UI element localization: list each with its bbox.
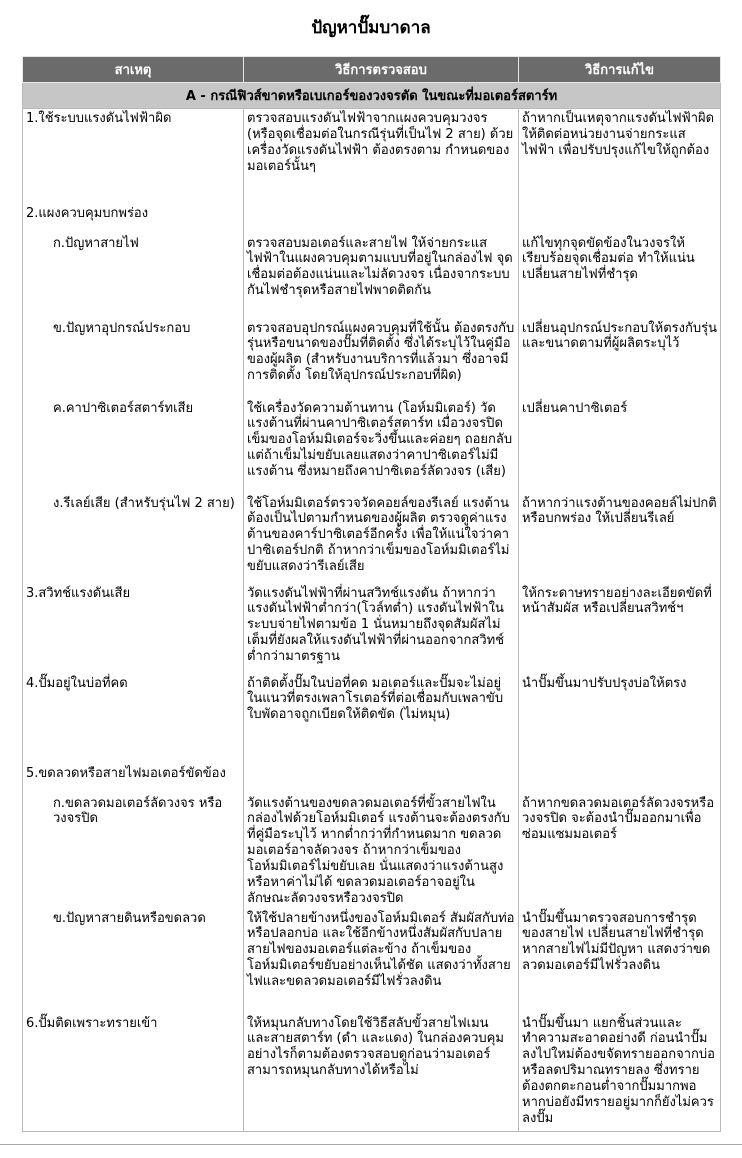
table-row (23, 764, 721, 794)
table-header-row (23, 57, 721, 83)
table-row (23, 234, 721, 319)
check-cell: ตรวจสอบแรงดันไฟฟ้าจากแผงควบคุมวงจร (หรือจุดเชื่อมต่อในกรณีรุ่นที่เป็นไฟ 2 สาย) ด้วยเครื่องวัดแรงดันไฟฟ้า ต้องตรงตาม กำหนดของมอเตอร์นั้นๆ (244, 109, 519, 204)
check-cell: ให้หมุนกลับทางโดยใช้วิธีสลับขั้วสายไฟเมน และสายสตาร์ท (ดำ และแดง) ในกล่องควบคุม อย่างไรก็ตามต้องตรวจสอบดูก่อนว่ามอเตอร์สามารถหมุนกลับทางได้หรือไม่ (244, 1014, 519, 1132)
check-cell: วัดแรงดันไฟฟ้าที่ผ่านสวิทช์แรงดัน ถ้าหากว่าแรงดันไฟฟ้าต่ำกว่า(โวล์ทต่ำ) แรงดันไฟฟ้าในระบบจ่ายไฟตามข้อ 1 นั่นหมายถึงจุดสัมผัสไม่เต็มที่ยังผลให้แรงดันไฟฟ้าที่ผ่านออกจากสวิทช์ต่ำกว่ามาตรฐาน (244, 584, 519, 674)
table-row (23, 494, 721, 584)
table-body (23, 109, 721, 1132)
fix-cell: แก้ไขทุกจุดขัดข้องในวงจรให้เรียบร้อยจุดเชื่อมต่อ ทำให้แน่น เปลี่ยนสายไฟที่ชำรุด (519, 234, 721, 319)
check-cell (244, 764, 519, 794)
check-cell: ใช้เครื่องวัดความต้านทาน (โอห์มมิเตอร์) วัดแรงต้านที่ผ่านคาปาซิเตอร์สตาร์ท เมื่อวงจรปิดเข็มของโอห์มมิเตอร์จะวิ่งขึ้นและค่อยๆ ถอยกลับ แต่ถ้าเข็มไม่ขยับเลยแสดงว่าคาปาซิเตอร์ไม่มีแรงต้าน ซึ่งหมายถึงคาปาซิเตอร์ลัดวงจร (เสีย) (244, 399, 519, 494)
table-row (23, 794, 721, 909)
check-cell: วัดแรงต้านของขดลวดมอเตอร์ที่ขั้วสายไฟในกล่องไฟด้วยโอห์มมิเตอร์ แรงต้านจะต้องตรงกับที่คู่มือระบุไว้ หากต่ำกว่าที่กำหนดมาก ขดลวดมอเตอร์อาจลัดวงจร ถ้าหากว่าเข็มของโอห์มมิเตอร์ไม่ขยับเลย นั่นแสดงว่าแรงต้านสูงหรือหาค่าไม่ได้ ขดลวดมอเตอร์อาจอยู่ในลักษณะลัดวงจรหรือวงจรปิด (244, 794, 519, 909)
cause-cell: ค.คาปาซิเตอร์สตาร์ทเสีย (23, 399, 244, 494)
fix-cell: ให้กระดาษทรายอย่างละเอียดขัดที่หน้าสัมผัส หรือเปลี่ยนสวิทช์ฯ (519, 584, 721, 674)
footer-divider (0, 1144, 742, 1146)
table-row (23, 204, 721, 234)
check-cell: ตรวจสอบมอเตอร์และสายไฟ ให้จ่ายกระแสไฟฟ้าในแผงควบคุมตามแบบที่อยู่ในกล่องไฟ จุดเชื่อมต่อต้องแน่นและไม่ลัดวงจร เนื่องจากระบบกันไฟชำรุดหรือสายไฟพาดติดกัน (244, 234, 519, 319)
table-row (23, 909, 721, 1014)
fix-cell: เปลี่ยนคาปาซิเตอร์ (519, 399, 721, 494)
section-header-label: A - กรณีฟิวส์ขาดหรือเบเกอร์ของวงจรตัด ในขณะที่มอเตอร์สตาร์ท (23, 83, 721, 109)
cause-cell: ข.ปัญหาอุปกรณ์ประกอบ (23, 319, 244, 399)
table-row (23, 584, 721, 674)
check-cell (244, 204, 519, 234)
section-header-row (23, 83, 721, 109)
column-header-check: วิธีการตรวจสอบ (244, 57, 519, 83)
page-title: ปัญหาปั๊มบาดาล (311, 18, 431, 38)
cause-cell: 2.แผงควบคุมบกพร่อง (23, 204, 244, 234)
fix-cell (519, 204, 721, 234)
cause-cell: 4.ปั๊มอยู่ในบ่อที่คด (23, 674, 244, 764)
cause-cell: ก.ปัญหาสายไฟ (23, 234, 244, 319)
check-cell: ถ้าติดตั้งปั๊มในบ่อที่คด มอเตอร์และปั๊มจะไม่อยู่ในแนวที่ตรงเพลาโรเตอร์ที่ต่อเชื่อมกับเพลาขับใบพัดอาจถูกเบียดให้ติดขัด (ไม่หมุน) (244, 674, 519, 764)
fix-cell: เปลี่ยนอุปกรณ์ประกอบให้ตรงกับรุ่น และขนาดตามที่ผู้ผลิตระบุไว้ (519, 319, 721, 399)
check-cell: ให้ใช้ปลายข้างหนึ่งของโอห์มมิเตอร์ สัมผัสกับท่อหรือปลอกบ่อ และใช้อีกข้างหนึ่งสัมผัสกับปลายสายไฟของมอเตอร์แต่ละข้าง ถ้าเข็มของโอห์มมิเตอร์ขยับอย่างเห็นได้ชัด แสดงว่าทั้งสายไฟและขดลวดมอเตอร์มีไฟรั่วลงดิน (244, 909, 519, 1014)
cause-cell: 1.ใช้ระบบแรงดันไฟฟ้าผิด (23, 109, 244, 204)
cause-cell: ก.ขดลวดมอเตอร์ลัดวงจร หรือวงจรปิด (23, 794, 244, 909)
fix-cell: ถ้าหากขดลวดมอเตอร์ลัดวงจรหรือวงจรปิด จะต้องนำปั๊มออกมาเพื่อซ่อมแซมมอเตอร์ (519, 794, 721, 909)
fix-cell (519, 764, 721, 794)
table-row (23, 1014, 721, 1132)
column-header-cause: สาเหตุ (23, 57, 244, 83)
check-cell: ตรวจสอบอุปกรณ์แผงควบคุมที่ใช้นั้น ต้องตรงกับรุ่นหรือขนาดของปั๊มที่ติดตั้ง ซึ่งได้ระบุไว้ในคู่มือของผู้ผลิต (สำหรับงานบริการที่แล้วมา ซึ่งอาจมีการติดตั้ง โดยให้อุปกรณ์ประกอบที่ผิด) (244, 319, 519, 399)
fix-cell: ถ้าหากว่าแรงต้านของคอยล์ไม่ปกติ หรือบกพร่อง ให้เปลี่ยนรีเลย์ (519, 494, 721, 584)
cause-cell: 3.สวิทช์แรงดันเสีย (23, 584, 244, 674)
check-cell: ใช้โอห์มมิเตอร์ตรวจวัดคอยล์ของรีเลย์ แรงต้านต้องเป็นไปตามกำหนดของผู้ผลิต ตรวจดูค่าแรงต้านของคาร์ปาซิเตอร์อีกครั้ง เพื่อให้แน่ใจว่าคาปาซิเตอร์ปกติ ถ้าหากว่าเข็มของโอห์มมิเตอร์ไม่ขยับแสดงว่ารีเลย์เสีย (244, 494, 519, 584)
cause-cell: ง.รีเลย์เสีย (สำหรับรุ่นไฟ 2 สาย) (23, 494, 244, 584)
table-row (23, 319, 721, 399)
fix-cell: ถ้าหากเป็นเหตุจากแรงดันไฟฟ้าผิด ให้ติดต่อหน่วยงานจ่ายกระแสไฟฟ้า เพื่อปรับปรุงแก้ไขให้ถูกต้อง (519, 109, 721, 204)
fix-cell: นำปั๊มขึ้นมาตรวจสอบการชำรุดของสายไฟ เปลี่ยนสายไฟที่ชำรุด หากสายไฟไม่มีปัญหา แสดงว่าขดลวดมอเตอร์มีไฟรั่วลงดิน (519, 909, 721, 1014)
cause-cell: 5.ขดลวดหรือสายไฟมอเตอร์ขัดข้อง (23, 764, 244, 794)
fix-cell: นำปั๊มขึ้นมาปรับปรุงบ่อให้ตรง (519, 674, 721, 764)
fix-cell: นำปั๊มขึ้นมา แยกชิ้นส่วนและทำความสะอาดอย่างดี ก่อนนำปั๊มลงไปใหม่ต้องขจัดทรายออกจากบ่อ หรือลดปริมาณทรายลง ซึ่งทรายต้องตกตะกอนต่ำจากปั๊มมากพอ หากบ่อยังมีทรายอยู่มากก็ยังไม่ควรลงปั๊ม (519, 1014, 721, 1132)
cause-cell: 6.ปั๊มติดเพราะทรายเข้า (23, 1014, 244, 1132)
table-row (23, 399, 721, 494)
column-header-fix: วิธีการแก้ไข (519, 57, 721, 83)
table-row (23, 109, 721, 204)
cause-cell: ข.ปัญหาสายดินหรือขดลวด (23, 909, 244, 1014)
table-row (23, 674, 721, 764)
troubleshooting-table (22, 56, 721, 1132)
